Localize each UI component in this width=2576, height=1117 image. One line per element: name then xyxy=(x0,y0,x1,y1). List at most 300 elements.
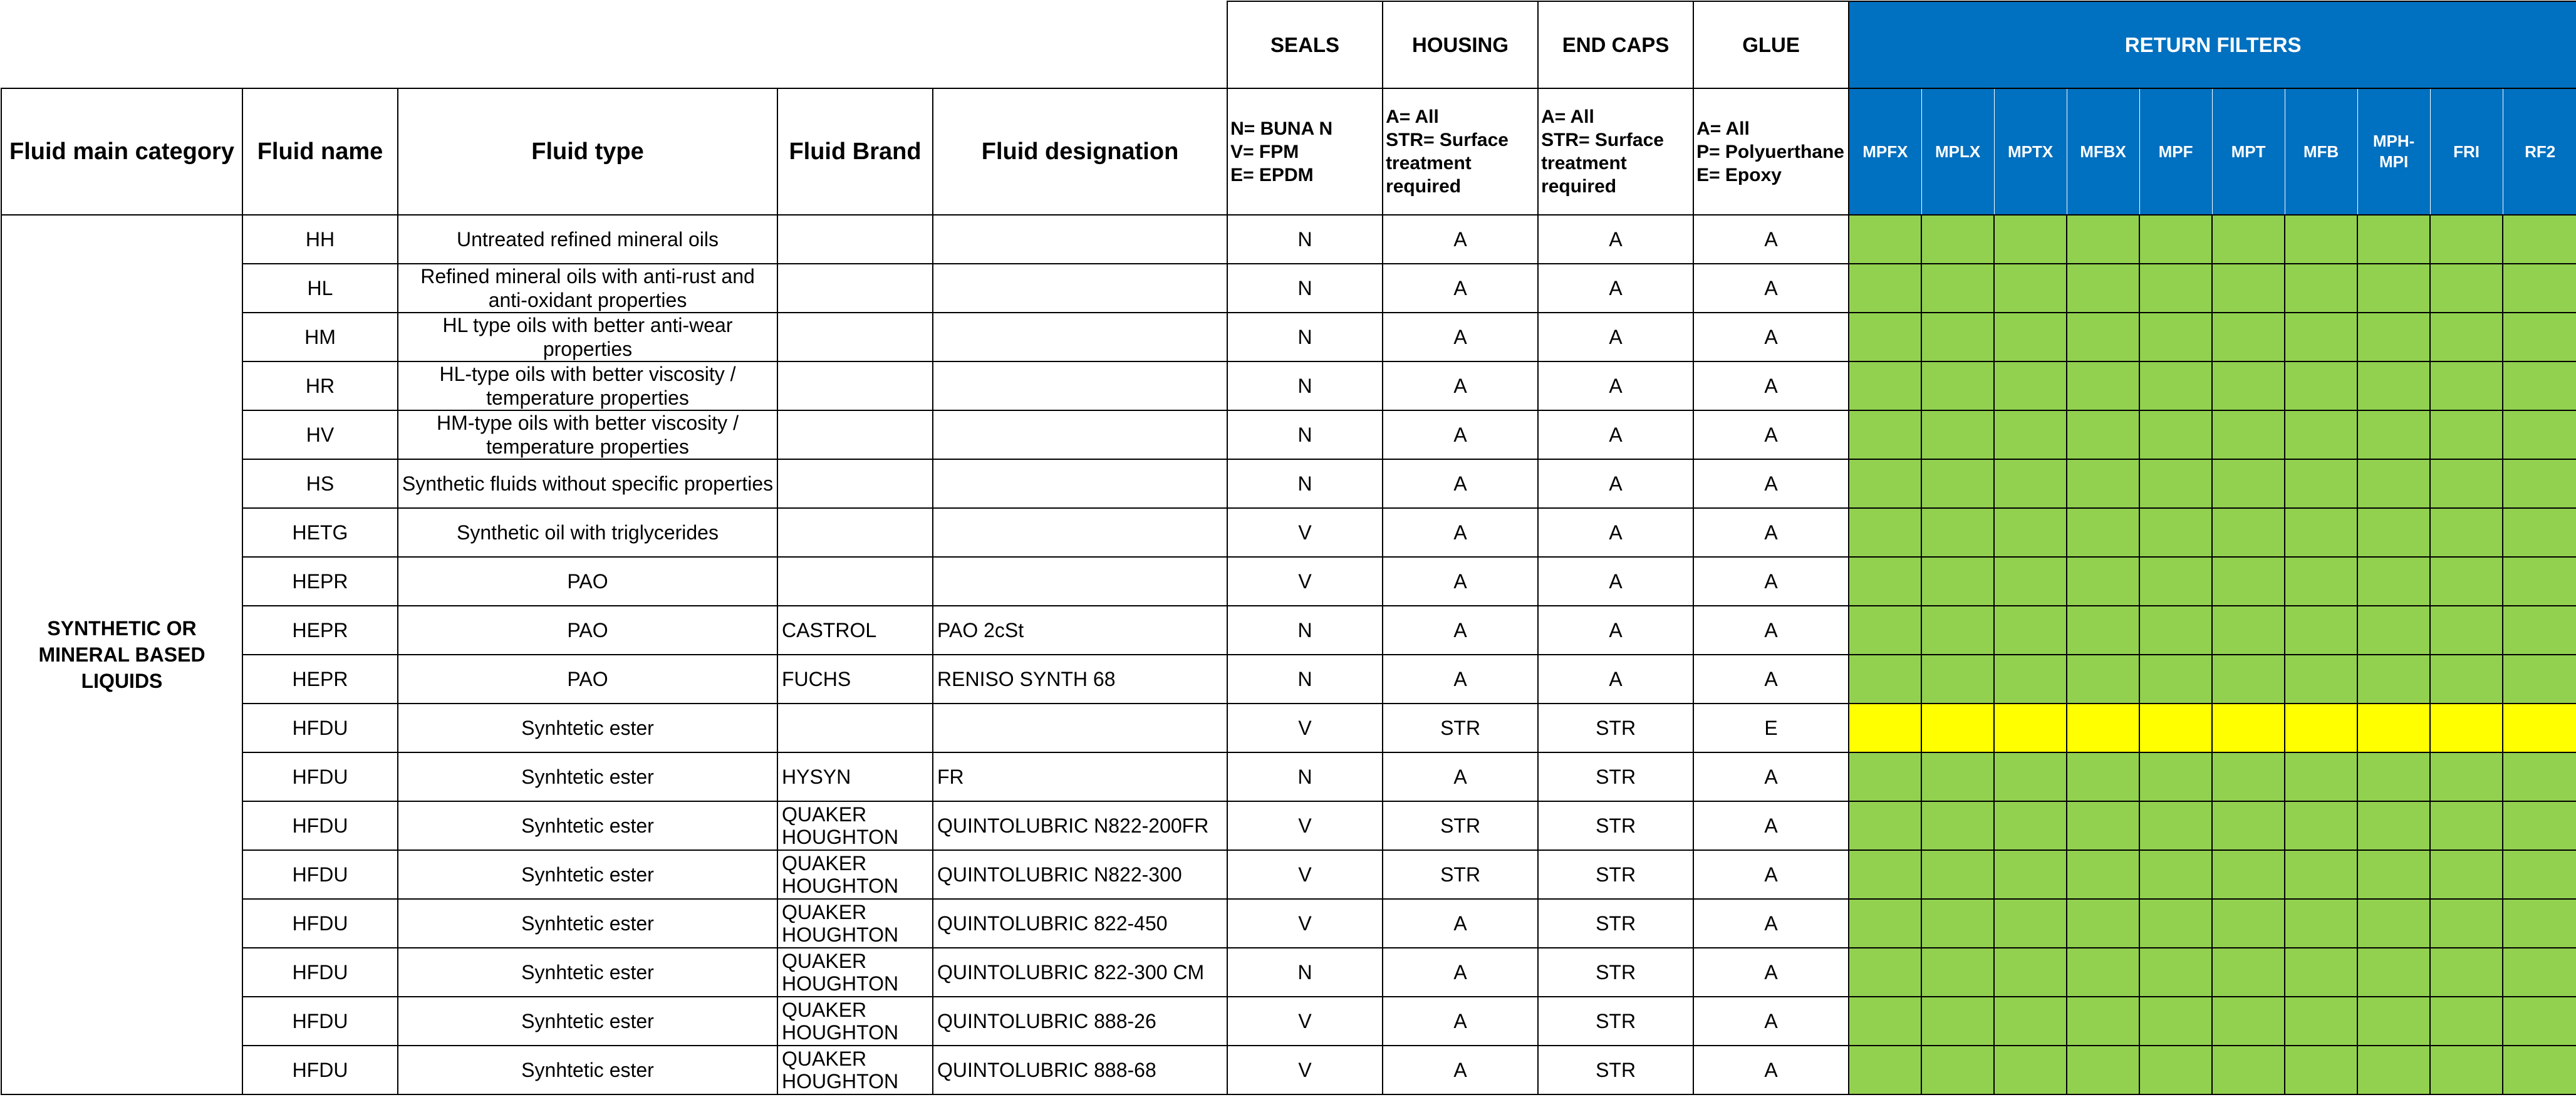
filter-status-cell xyxy=(2139,557,2212,606)
filter-status-cell xyxy=(1849,1046,1921,1094)
filter-status-cell xyxy=(2503,557,2576,606)
filter-status-cell xyxy=(2139,752,2212,801)
glue-cell: A xyxy=(1693,655,1849,704)
housing-legend-line: A= All xyxy=(1386,107,1439,127)
fluid-name-cell: HFDU xyxy=(242,801,398,850)
column-header-type: Fluid type xyxy=(398,88,777,215)
table-row xyxy=(1,361,2576,410)
filter-status-cell xyxy=(1994,264,2067,313)
filter-status-cell xyxy=(1921,899,1994,948)
seals-cell: N xyxy=(1227,215,1383,264)
filter-status-cell xyxy=(1921,704,1994,752)
filter-status-cell xyxy=(2285,410,2357,459)
filter-status-cell xyxy=(2430,606,2503,655)
filter-status-cell xyxy=(2212,704,2285,752)
filter-status-cell xyxy=(1849,948,1921,997)
filter-status-cell xyxy=(2503,508,2576,557)
filter-status-cell xyxy=(2503,850,2576,899)
glue-cell: A xyxy=(1693,313,1849,361)
seals-cell: N xyxy=(1227,655,1383,704)
fluid-name-cell: HEPR xyxy=(242,606,398,655)
table-row xyxy=(1,215,2576,264)
filter-status-cell xyxy=(2357,606,2430,655)
filter-status-cell xyxy=(2357,313,2430,361)
glue-cell: A xyxy=(1693,997,1849,1046)
filter-status-cell xyxy=(2285,557,2357,606)
filter-status-cell xyxy=(2067,655,2139,704)
glue-legend-line: A= All xyxy=(1696,118,1750,139)
end-caps-cell: A xyxy=(1538,459,1693,508)
table-row xyxy=(1,948,2576,997)
end-caps-cell: STR xyxy=(1538,948,1693,997)
filter-status-cell xyxy=(2212,752,2285,801)
filter-status-cell xyxy=(2503,313,2576,361)
seals-legend xyxy=(1227,88,1383,215)
fluid-designation-cell xyxy=(933,264,1227,313)
filter-status-cell xyxy=(1849,850,1921,899)
filter-status-cell xyxy=(2212,997,2285,1046)
filter-status-cell xyxy=(2503,752,2576,801)
filter-status-cell xyxy=(2139,361,2212,410)
filter-status-cell xyxy=(2067,410,2139,459)
fluid-type-cell: Synthetic fluids without specific properties xyxy=(398,459,777,508)
filter-status-cell xyxy=(1994,997,2067,1046)
table-row xyxy=(1,997,2576,1046)
filter-status-cell xyxy=(1994,313,2067,361)
filter-status-cell xyxy=(2067,899,2139,948)
fluid-type-cell: Untreated refined mineral oils xyxy=(398,215,777,264)
end-caps-legend xyxy=(1538,88,1693,215)
end-caps-cell: A xyxy=(1538,606,1693,655)
filter-status-cell xyxy=(2067,361,2139,410)
fluid-name-cell: HM xyxy=(242,313,398,361)
fluid-type-cell: HL-type oils with better viscosity / temperature properties xyxy=(398,361,777,410)
filter-header-fri: FRI xyxy=(2430,88,2503,215)
glue-legend-line: P= Polyuerthane xyxy=(1696,141,1844,162)
glue-cell: A xyxy=(1693,215,1849,264)
filter-status-cell xyxy=(2212,508,2285,557)
fluid-brand-cell xyxy=(777,361,933,410)
filter-status-cell xyxy=(2067,215,2139,264)
filter-status-cell xyxy=(1849,752,1921,801)
fluid-brand-cell xyxy=(777,459,933,508)
filter-status-cell xyxy=(1921,655,1994,704)
glue-cell: A xyxy=(1693,557,1849,606)
seals-cell: V xyxy=(1227,899,1383,948)
filter-status-cell xyxy=(2139,215,2212,264)
fluid-name-cell: HR xyxy=(242,361,398,410)
housing-cell: A xyxy=(1383,1046,1538,1094)
glue-legend xyxy=(1693,88,1849,215)
table-row xyxy=(1,1046,2576,1094)
fluid-designation-cell: QUINTOLUBRIC 822-450 xyxy=(933,899,1227,948)
filter-status-cell xyxy=(2357,1046,2430,1094)
filter-status-cell xyxy=(2285,508,2357,557)
fluid-name-cell: HS xyxy=(242,459,398,508)
filter-status-cell xyxy=(2285,997,2357,1046)
filter-status-cell xyxy=(2139,508,2212,557)
end-caps-cell: STR xyxy=(1538,1046,1693,1094)
end-caps-cell: A xyxy=(1538,313,1693,361)
filter-status-cell xyxy=(2139,704,2212,752)
group-seals-header: SEALS xyxy=(1227,1,1383,88)
seals-cell: V xyxy=(1227,850,1383,899)
end-caps-cell: A xyxy=(1538,361,1693,410)
group-housing-header: HOUSING xyxy=(1383,1,1538,88)
filter-status-cell xyxy=(2212,264,2285,313)
fluid-name-cell: HH xyxy=(242,215,398,264)
fluid-name-cell: HV xyxy=(242,410,398,459)
filter-status-cell xyxy=(2285,704,2357,752)
fluid-name-cell: HEPR xyxy=(242,655,398,704)
seals-cell: V xyxy=(1227,557,1383,606)
fluid-designation-cell xyxy=(933,557,1227,606)
filter-status-cell xyxy=(2212,850,2285,899)
filter-status-cell xyxy=(2357,997,2430,1046)
table-body xyxy=(1,215,2576,1094)
filter-header-mfbx: MFBX xyxy=(2067,88,2139,215)
group-header-row xyxy=(1,1,2576,88)
filter-status-cell xyxy=(2430,557,2503,606)
glue-cell: A xyxy=(1693,801,1849,850)
end-caps-legend-line: A= All xyxy=(1541,107,1594,127)
filter-status-cell xyxy=(2285,850,2357,899)
fluid-brand-cell xyxy=(777,313,933,361)
filter-status-cell xyxy=(1994,850,2067,899)
filter-status-cell xyxy=(2212,1046,2285,1094)
filter-status-cell xyxy=(1921,850,1994,899)
filter-status-cell xyxy=(1994,704,2067,752)
fluid-type-cell: Synhtetic ester xyxy=(398,801,777,850)
fluid-type-cell: PAO xyxy=(398,606,777,655)
filter-status-cell xyxy=(2430,899,2503,948)
fluid-designation-cell xyxy=(933,508,1227,557)
fluid-designation-cell: QUINTOLUBRIC 888-68 xyxy=(933,1046,1227,1094)
filter-status-cell xyxy=(1921,410,1994,459)
filter-status-cell xyxy=(2430,1046,2503,1094)
filter-status-cell xyxy=(2285,752,2357,801)
filter-status-cell xyxy=(1849,410,1921,459)
filter-status-cell xyxy=(2503,1046,2576,1094)
filter-status-cell xyxy=(1994,1046,2067,1094)
filter-status-cell xyxy=(1994,606,2067,655)
fluid-brand-cell: FUCHS xyxy=(777,655,933,704)
filter-status-cell xyxy=(2285,801,2357,850)
filter-status-cell xyxy=(2357,948,2430,997)
filter-status-cell xyxy=(1994,459,2067,508)
table-row xyxy=(1,313,2576,361)
fluid-name-cell: HFDU xyxy=(242,1046,398,1094)
fluid-designation-cell xyxy=(933,704,1227,752)
filter-status-cell xyxy=(2430,459,2503,508)
seals-cell: N xyxy=(1227,606,1383,655)
filter-status-cell xyxy=(1994,899,2067,948)
housing-legend-line: STR= Surface treatment required xyxy=(1386,130,1509,197)
filter-status-cell xyxy=(2503,948,2576,997)
filter-status-cell xyxy=(2503,704,2576,752)
filter-status-cell xyxy=(1994,801,2067,850)
end-caps-cell: STR xyxy=(1538,997,1693,1046)
end-caps-cell: A xyxy=(1538,655,1693,704)
filter-status-cell xyxy=(2139,997,2212,1046)
fluid-designation-cell: QUINTOLUBRIC N822-300 xyxy=(933,850,1227,899)
glue-cell: A xyxy=(1693,752,1849,801)
filter-status-cell xyxy=(2503,459,2576,508)
fluid-brand-cell: HYSYN xyxy=(777,752,933,801)
fluid-type-cell: Synthetic oil with triglycerides xyxy=(398,508,777,557)
filter-status-cell xyxy=(1849,655,1921,704)
group-glue-header: GLUE xyxy=(1693,1,1849,88)
end-caps-legend-line: STR= Surface treatment required xyxy=(1541,130,1664,197)
filter-status-cell xyxy=(1849,606,1921,655)
filter-status-cell xyxy=(2503,899,2576,948)
filter-status-cell xyxy=(2067,313,2139,361)
filter-status-cell xyxy=(1994,655,2067,704)
filter-status-cell xyxy=(2285,313,2357,361)
fluid-name-cell: HFDU xyxy=(242,850,398,899)
filter-status-cell xyxy=(1849,264,1921,313)
fluid-designation-cell: RENISO SYNTH 68 xyxy=(933,655,1227,704)
filter-status-cell xyxy=(1849,215,1921,264)
filter-status-cell xyxy=(1921,606,1994,655)
filter-status-cell xyxy=(1994,361,2067,410)
filter-status-cell xyxy=(2139,410,2212,459)
filter-status-cell xyxy=(2285,655,2357,704)
filter-status-cell xyxy=(2139,655,2212,704)
fluid-type-cell: Synhtetic ester xyxy=(398,899,777,948)
filter-header-rf2: RF2 xyxy=(2503,88,2576,215)
fluid-brand-cell: QUAKER HOUGHTON xyxy=(777,899,933,948)
filter-status-cell xyxy=(1849,361,1921,410)
filter-status-cell xyxy=(2357,655,2430,704)
filter-status-cell xyxy=(2212,459,2285,508)
seals-cell: N xyxy=(1227,264,1383,313)
fluid-name-cell: HFDU xyxy=(242,899,398,948)
housing-cell: STR xyxy=(1383,801,1538,850)
filter-status-cell xyxy=(2212,557,2285,606)
filter-status-cell xyxy=(1921,459,1994,508)
filter-status-cell xyxy=(2503,361,2576,410)
filter-status-cell xyxy=(1921,557,1994,606)
filter-status-cell xyxy=(2285,899,2357,948)
housing-cell: A xyxy=(1383,215,1538,264)
filter-status-cell xyxy=(1921,997,1994,1046)
fluid-brand-cell xyxy=(777,264,933,313)
filter-header-mpf: MPF xyxy=(2139,88,2212,215)
filter-status-cell xyxy=(1994,557,2067,606)
filter-status-cell xyxy=(2139,313,2212,361)
seals-cell: N xyxy=(1227,752,1383,801)
table-row xyxy=(1,801,2576,850)
filter-status-cell xyxy=(2357,752,2430,801)
filter-status-cell xyxy=(2430,313,2503,361)
filter-status-cell xyxy=(1921,801,1994,850)
filter-status-cell xyxy=(2285,215,2357,264)
filter-status-cell xyxy=(2212,948,2285,997)
filter-status-cell xyxy=(2357,459,2430,508)
fluid-type-cell: Synhtetic ester xyxy=(398,997,777,1046)
filter-header-mfb: MFB xyxy=(2285,88,2357,215)
fluid-designation-cell xyxy=(933,215,1227,264)
fluid-brand-cell: QUAKER HOUGHTON xyxy=(777,948,933,997)
filter-status-cell xyxy=(2285,264,2357,313)
fluid-name-cell: HFDU xyxy=(242,948,398,997)
end-caps-cell: A xyxy=(1538,410,1693,459)
filter-status-cell xyxy=(2139,801,2212,850)
end-caps-cell: A xyxy=(1538,557,1693,606)
housing-cell: A xyxy=(1383,557,1538,606)
glue-cell: E xyxy=(1693,704,1849,752)
end-caps-cell: STR xyxy=(1538,850,1693,899)
filter-status-cell xyxy=(2067,801,2139,850)
filter-status-cell xyxy=(2503,215,2576,264)
housing-cell: A xyxy=(1383,655,1538,704)
filter-status-cell xyxy=(2503,410,2576,459)
table-row xyxy=(1,704,2576,752)
filter-status-cell xyxy=(2067,850,2139,899)
filter-status-cell xyxy=(2503,801,2576,850)
filter-status-cell xyxy=(2503,606,2576,655)
housing-cell: A xyxy=(1383,459,1538,508)
end-caps-cell: STR xyxy=(1538,899,1693,948)
seals-cell: N xyxy=(1227,361,1383,410)
filter-status-cell xyxy=(1921,1046,1994,1094)
table-row xyxy=(1,655,2576,704)
filter-status-cell xyxy=(2212,899,2285,948)
housing-cell: A xyxy=(1383,948,1538,997)
filter-status-cell xyxy=(2067,508,2139,557)
table-row xyxy=(1,606,2576,655)
seals-cell: V xyxy=(1227,801,1383,850)
seals-cell: N xyxy=(1227,948,1383,997)
fluid-type-cell: Synhtetic ester xyxy=(398,1046,777,1094)
filter-status-cell xyxy=(2430,410,2503,459)
fluid-brand-cell: QUAKER HOUGHTON xyxy=(777,850,933,899)
end-caps-cell: A xyxy=(1538,508,1693,557)
glue-cell: A xyxy=(1693,508,1849,557)
seals-cell: N xyxy=(1227,459,1383,508)
column-header-designation: Fluid designation xyxy=(933,88,1227,215)
fluid-type-cell: Synhtetic ester xyxy=(398,704,777,752)
filter-status-cell xyxy=(2139,606,2212,655)
end-caps-cell: STR xyxy=(1538,704,1693,752)
seals-cell: N xyxy=(1227,313,1383,361)
fluid-brand-cell: QUAKER HOUGHTON xyxy=(777,1046,933,1094)
filter-status-cell xyxy=(2067,264,2139,313)
filter-status-cell xyxy=(2212,410,2285,459)
fluid-type-cell: Synhtetic ester xyxy=(398,850,777,899)
filter-status-cell xyxy=(2285,1046,2357,1094)
filter-status-cell xyxy=(2357,361,2430,410)
filter-status-cell xyxy=(2139,948,2212,997)
filter-status-cell xyxy=(2067,459,2139,508)
filter-status-cell xyxy=(2430,850,2503,899)
filter-status-cell xyxy=(2430,215,2503,264)
fluid-designation-cell: QUINTOLUBRIC 888-26 xyxy=(933,997,1227,1046)
fluid-brand-cell xyxy=(777,215,933,264)
filter-status-cell xyxy=(2139,459,2212,508)
fluid-brand-cell: QUAKER HOUGHTON xyxy=(777,997,933,1046)
fluid-type-cell: PAO xyxy=(398,655,777,704)
glue-cell: A xyxy=(1693,1046,1849,1094)
housing-cell: A xyxy=(1383,410,1538,459)
seals-cell: V xyxy=(1227,508,1383,557)
filter-status-cell xyxy=(1921,508,1994,557)
filter-header-mph-mpi: MPH-MPI xyxy=(2357,88,2430,215)
seals-legend-line: V= FPM xyxy=(1230,141,1299,162)
group-return-filters-header: RETURN FILTERS xyxy=(1849,1,2576,88)
fluid-designation-cell xyxy=(933,410,1227,459)
column-header-name: Fluid name xyxy=(242,88,398,215)
fluid-brand-cell xyxy=(777,410,933,459)
filter-header-mptx: MPTX xyxy=(1994,88,2067,215)
column-header-category: Fluid main category xyxy=(1,88,242,215)
fluid-designation-cell xyxy=(933,313,1227,361)
fluid-designation-cell xyxy=(933,459,1227,508)
filter-status-cell xyxy=(2357,410,2430,459)
seals-cell: V xyxy=(1227,1046,1383,1094)
fluid-designation-cell xyxy=(933,361,1227,410)
filter-status-cell xyxy=(1849,997,1921,1046)
fluid-brand-cell xyxy=(777,557,933,606)
table-row xyxy=(1,752,2576,801)
filter-status-cell xyxy=(2212,361,2285,410)
filter-status-cell xyxy=(2067,752,2139,801)
end-caps-cell: A xyxy=(1538,264,1693,313)
table-row xyxy=(1,850,2576,899)
filter-status-cell xyxy=(2067,606,2139,655)
fluid-compatibility-table xyxy=(1,1,2576,1095)
filter-status-cell xyxy=(2357,215,2430,264)
fluid-designation-cell: PAO 2cSt xyxy=(933,606,1227,655)
filter-header-mplx: MPLX xyxy=(1921,88,1994,215)
filter-status-cell xyxy=(2503,264,2576,313)
filter-status-cell xyxy=(1849,313,1921,361)
filter-status-cell xyxy=(1921,313,1994,361)
filter-status-cell xyxy=(1994,948,2067,997)
glue-cell: A xyxy=(1693,899,1849,948)
filter-header-mpt: MPT xyxy=(2212,88,2285,215)
fluid-main-category-cell: SYNTHETIC OR MINERAL BASED LIQUIDS xyxy=(1,215,242,1094)
filter-status-cell xyxy=(1849,459,1921,508)
filter-status-cell xyxy=(1994,752,2067,801)
fluid-name-cell: HETG xyxy=(242,508,398,557)
housing-cell: A xyxy=(1383,313,1538,361)
fluid-name-cell: HFDU xyxy=(242,704,398,752)
column-header-row xyxy=(1,88,2576,215)
table-row xyxy=(1,264,2576,313)
housing-cell: STR xyxy=(1383,850,1538,899)
table-row xyxy=(1,899,2576,948)
filter-status-cell xyxy=(2357,704,2430,752)
filter-status-cell xyxy=(2430,948,2503,997)
fluid-name-cell: HFDU xyxy=(242,752,398,801)
filter-status-cell xyxy=(2503,997,2576,1046)
housing-cell: A xyxy=(1383,899,1538,948)
housing-legend xyxy=(1383,88,1538,215)
filter-header-mpfx: MPFX xyxy=(1849,88,1921,215)
filter-status-cell xyxy=(2285,606,2357,655)
filter-status-cell xyxy=(2285,459,2357,508)
filter-status-cell xyxy=(2139,264,2212,313)
glue-cell: A xyxy=(1693,948,1849,997)
header-blank xyxy=(1,1,1227,88)
table-row xyxy=(1,459,2576,508)
column-header-brand: Fluid Brand xyxy=(777,88,933,215)
fluid-brand-cell xyxy=(777,704,933,752)
fluid-designation-cell: QUINTOLUBRIC N822-200FR xyxy=(933,801,1227,850)
seals-legend-line: E= EPDM xyxy=(1230,164,1314,185)
